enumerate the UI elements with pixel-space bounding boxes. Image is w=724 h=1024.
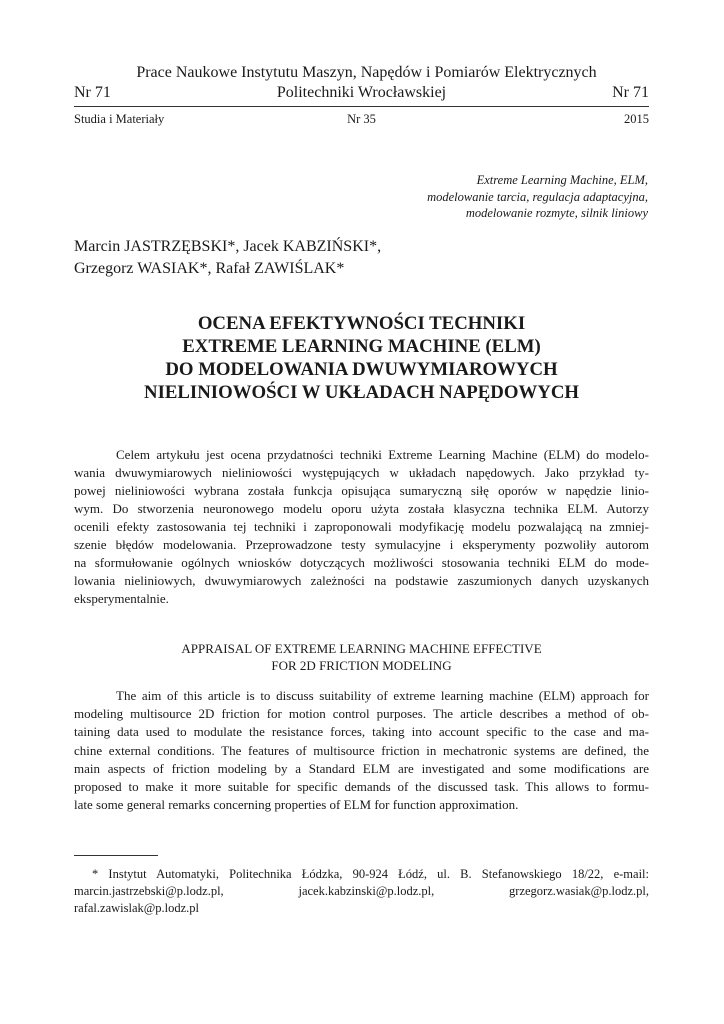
abstract-line: powej nieliniowości wybrana została funkcja opisująca sumaryczną siłę oporów w napędzie linio- <box>74 483 649 498</box>
authors-line: Marcin JASTRZĘBSKI*, Jacek KABZIŃSKI*, <box>74 238 382 255</box>
issue-number-right: Nr 71 <box>612 84 649 101</box>
journal-name-line2: Politechniki Wrocławskiej <box>276 84 447 101</box>
title-line: EXTREME LEARNING MACHINE (ELM) <box>182 336 541 357</box>
abstract-line: modeling multisource 2D friction for motion control purposes. The article describes a method of ob- <box>74 706 649 722</box>
footnote-line: * Instytut Automatyki, Politechnika Łódzka, 90-924 Łódź, ul. B. Stefanowskiego 18/22, e-mail: <box>92 867 649 881</box>
journal-header <box>74 63 649 103</box>
abstract-line: taining data used to modulate the resistance forces, taking into account specific to the case and ma- <box>74 724 649 740</box>
footnote <box>74 866 649 917</box>
abstract-line: szenie błędów modelowania. Przeprowadzone testy symulacyjne i eksperymenty pozwoliły autorom <box>74 537 649 552</box>
issue-number-left: Nr 71 <box>74 84 111 101</box>
publication-year: 2015 <box>624 112 649 126</box>
series-name: Studia i Materiały <box>74 112 165 126</box>
title-line: OCENA EFEKTYWNOŚCI TECHNIKI <box>197 313 526 334</box>
abstract-line: proposed to make it more suitable for specific demands of the discussed task. This allows to formu- <box>74 779 649 795</box>
abstract-polish <box>74 446 649 608</box>
abstract-line: The aim of this article is to discuss suitability of extreme learning machine (ELM) approach for <box>116 688 649 703</box>
header-rule <box>74 106 649 107</box>
abstract-line: main aspects of friction modeling by a Standard ELM are investigated and some modifications are <box>74 760 649 776</box>
journal-name-line1: Prace Naukowe Instytutu Maszyn, Napędów i Pomiarów Elektrycznych <box>136 64 597 81</box>
keywords-line: modelowanie rozmyte, silnik liniowy <box>465 206 648 220</box>
abstract-line: late some general remarks concerning properties of ELM for function approximation. <box>74 797 519 813</box>
title-line: DO MODELOWANIA DWUWYMIAROWYCH <box>165 359 558 380</box>
abstract-line: na sformułowanie ogólnych wniosków dotyczących możliwości stosowania techniki ELM do mode- <box>74 555 649 570</box>
abstract-line: wania dwuwymiarowych nieliniowości występujących w układach napędowych. Jako przykład ty- <box>74 465 649 480</box>
keywords <box>348 172 648 222</box>
abstract-english <box>74 687 649 814</box>
abstract-line: eksperymentalnie. <box>74 591 169 606</box>
keywords-line: modelowanie tarcia, regulacja adaptacyjna, <box>427 189 648 204</box>
footnote-line: rafal.zawislak@p.lodz.pl <box>74 901 200 915</box>
authors <box>74 236 649 280</box>
abstract-line: chine external conditions. The features of multisource friction in mechatronic systems are defined, the <box>74 742 649 758</box>
journal-header-row2 <box>74 83 649 103</box>
abstract-line: Celem artykułu jest ocena przydatności techniki Extreme Learning Machine (ELM) do modelo- <box>116 447 649 462</box>
abstract-line: wym. Do stworzenia neuronowego modelu oporu użyta została klasyczna technika ELM. Autorzy <box>74 501 649 516</box>
english-title-line: APPRAISAL OF EXTREME LEARNING MACHINE EFFECTIVE <box>181 641 542 656</box>
paper-title <box>74 312 649 404</box>
series-line <box>74 111 649 127</box>
abstract-line: ocenili efekty zastosowania tej techniki i zaproponowali modyfikację modelu pozwalającą na zmniej- <box>74 519 649 534</box>
title-line: NIELINIOWOŚCI W UKŁADACH NAPĘDOWYCH <box>144 382 579 403</box>
english-title-line: FOR 2D FRICTION MODELING <box>271 658 452 673</box>
english-title <box>74 640 649 674</box>
footnote-line: marcin.jastrzebski@p.lodz.pl, jacek.kabzinski@p.lodz.pl, grzegorz.wasiak@p.lodz.pl, <box>74 884 649 898</box>
abstract-line: lowania nieliniowych, dwuwymiarowych zależności na podstawie zaszumionych danych uzyskanych <box>74 573 649 588</box>
keywords-line: Extreme Learning Machine, ELM, <box>476 173 648 187</box>
authors-line: Grzegorz WASIAK*, Rafał ZAWIŚLAK* <box>74 260 345 277</box>
footnote-rule <box>74 855 158 856</box>
series-issue: Nr 35 <box>347 112 376 126</box>
